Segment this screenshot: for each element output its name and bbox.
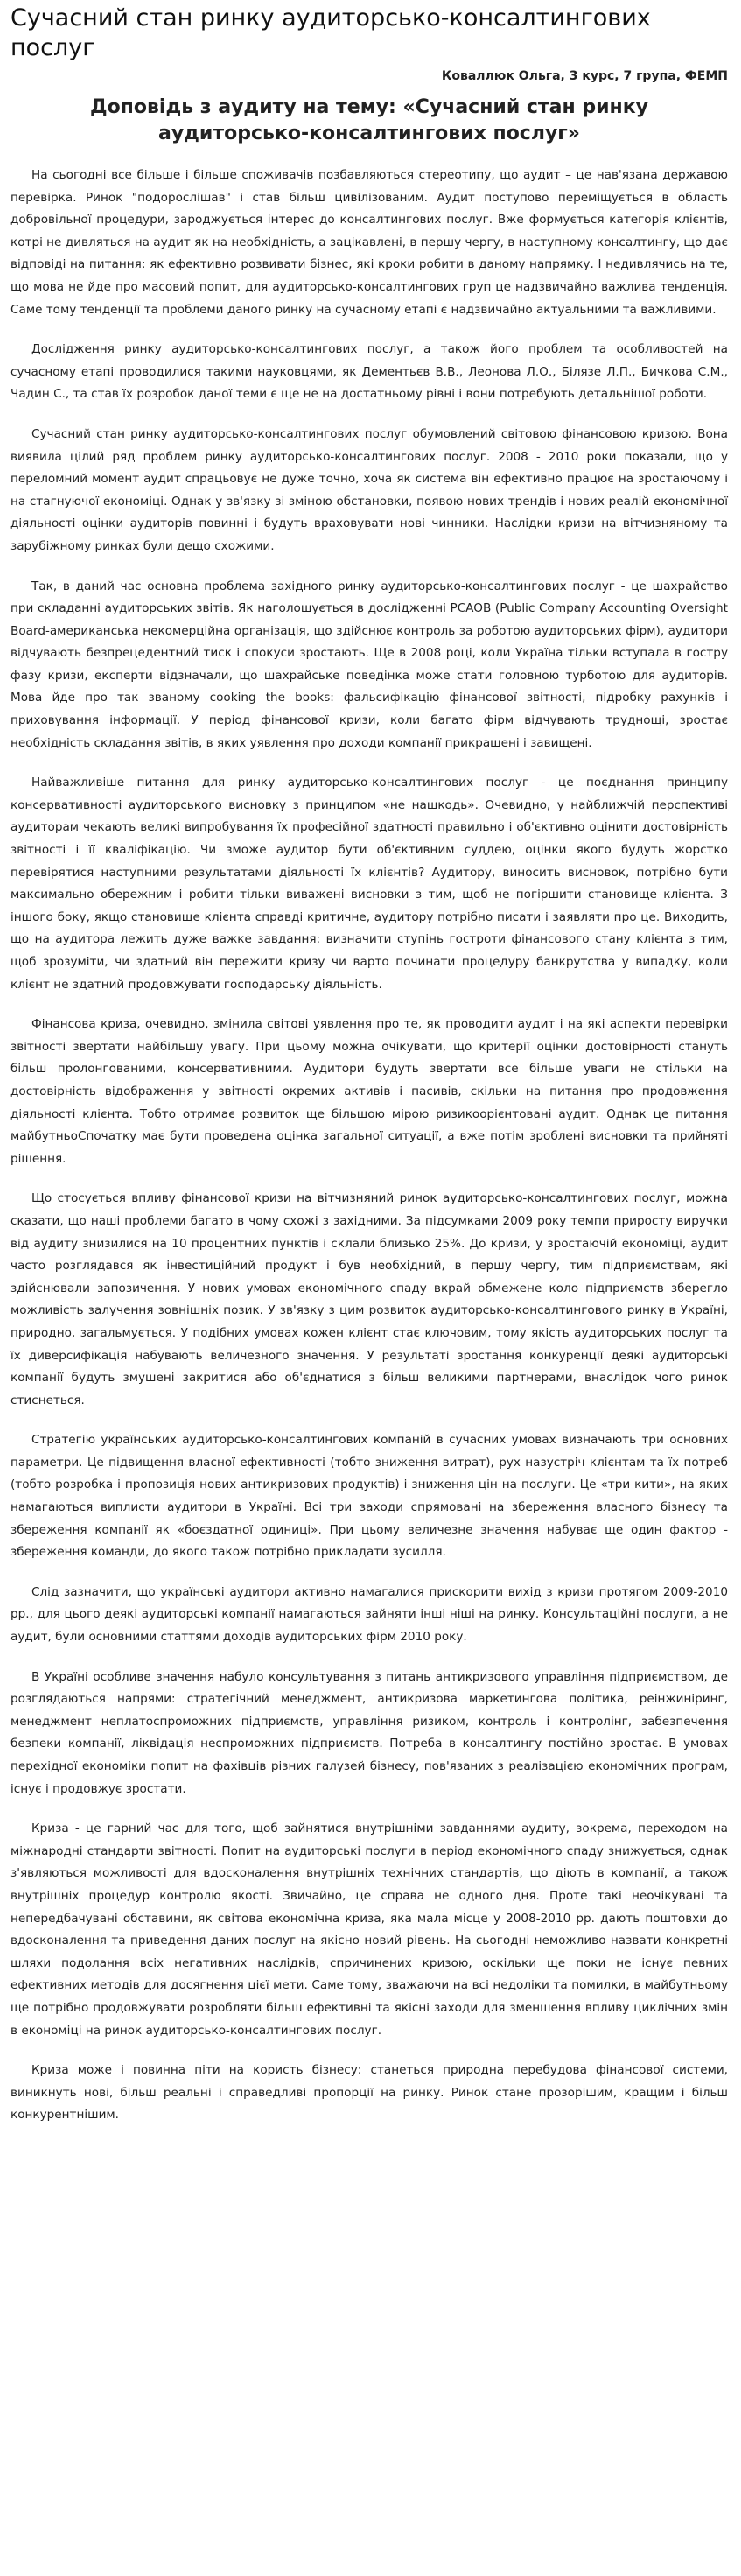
paragraph-criteria: Фінансова криза, очевидно, змінила світові уявлення про те, як проводити аудит і на які аспекти перевірки звітності звертати найбільшу увагу. При цьому можна очікувати, що критерії оцінки достовірності стануть більш пролонгованими, консервативними. Аудитори будуть звертати все більше уваги не стільки на достовірність відображення у звітності окремих активів і пасивів, скільки на питання про продовження діяльності клієнта. Тобто отримає розвиток ще більшою мірою ризикоорієнтовані аудит. Однак це питання майбутньоСпочатку має бути проведена оцінка загальної ситуації, а вже потім зроблені висновки та прийняті рішення. (10, 1017, 728, 1166)
paragraph-internal-tasks: Криза - це гарний час для того, щоб зайнятися внутрішніми завданнями аудиту, зокрема, переходом на міжнародні стандарти звітності. Попит на аудиторські послуги в період економічного спаду знижується, однак з'являються можливості для вдосконалення внутрішніх технічних стандартів, що діють в компанії, а також внутрішніх процедур контролю якості. Звичайно, це справа не одного дня. Проте такі неочікувані та непередбачувані обставини, як світова економічна криза, яка мала місце у 2008-2010 рр. дають поштовхи до вдосконалення та приведення даних послуг на якісно новий рівень. На сьогодні неможливо назвати конкретні шляхи подолання всіх негативних наслідків, спричинених кризою, оскільки ще поки не існує певних ефективних методів для досягнення цієї мети. Саме тому, зважаючи на всі недоліки та помилки, в майбутньому ще потрібно продовжувати розробляти більш ефективні та якісні заходи для зменшення впливу циклічних змін в економіці на ринок аудиторсько-консалтингових послуг. (10, 1821, 728, 2038)
paragraph-conservatism: Найважливіше питання для ринку аудиторсько-консалтингових послуг - це поєднання принципу консервативності аудиторського висновку з принципом «не нашкодь». Очевидно, у найближчій перспективі аудиторам чекають великі випробування їх професійної здатності правильно і об'єктивно оцінити достовірність звітності і її кваліфікацію. Чи зможе аудитор бути об'єктивним суддею, оцінки якого будуть жорстко перевірятися наступними результатами діяльності їх клієнтів? Аудитору, виносить висновок, потрібно бути максимально обережним і робити тільки виважені висновки з тим, щоб не погіршити становище клієнта. З іншого боку, якщо становище клієнта справді критичне, аудитору потрібно писати і заявляти про це. Виходить, що на аудитора лежить дуже важке завдання: визначити ступінь гостроти фінансового стану клієнта з тим, щоб зрозуміти, чи здатний він пережити кризу чи варто починати процедуру банкрутства у випадку, коли клієнт не здатний продовжувати господарську діяльність. (10, 776, 728, 992)
paragraph-intro: На сьогодні все більше і більше споживачів позбавляються стереотипу, що аудит – це нав'язана державою перевірка. Ринок "подорослішав" і став більш цивілізованим. Аудит поступово переміщується в область добровільної процедури, зароджується інтерес до консалтингових послуг. Вже формується категорія клієнтів, котрі не дивляться на аудит як на необхідність, а зацікавлені, в першу чергу, в наступному консалтингу, що дає відповіді на питання: як ефективно розвивати бізнес, які кроки робити в даному напрямку. І недивлячись на те, що мова не йде про масовий попит, для аудиторсько-консалтингових груп це надзвичайно важлива тенденція. Саме тому тенденції та проблеми даного ринку на сучасному етапі є надзвичайно актуальними та важливими. (10, 168, 729, 317)
report-heading: Доповідь з аудиту на тему: «Сучасний стан ринку аудиторсько-консалтингових послуг» (89, 96, 649, 144)
paragraph-consulting: В Україні особливе значення набуло консультування з питань антикризового управління підприємством, де розглядаються напрями: стратегічний менеджмент, антикризова маркетингова політика, реінжиніринг, менеджмент неплатоспроможних підприємств, управління ризиком, контроль і контролінг, забезпечення безпеки компанії, ліквідація неспроможних підприємств. Потреба в консалтингу постійно зростає. В умовах перехідної економіки попит на фахівців різних галузей бізнесу, пов'язаних з реалізацією економічних програм, існує і продовжує зростати. (10, 1669, 728, 1796)
paragraph-research: Дослідження ринку аудиторсько-консалтингових послуг, а також його проблем та особливостей на сучасному етапі проводилися такими науковцями, як Дементьєв В.В., Леонова Л.О., Білязе Л.П., Бичкова С.М., Чадин С., та став їх розробок даної теми є ще не на достатньому рівні і вони потребують детальнішої роботи. (10, 342, 728, 402)
paragraph-fraud: Так, в даний час основна проблема західного ринку аудиторсько-консалтингових послуг - це шахрайство при складанні аудиторських звітів. Як наголошується в дослідженні PCAOB (Public Company Accounting Oversight Board-американська некомерційна організація, що здійснює контроль за роботою аудиторських фірм), аудитори відчувають безпрецедентний тиск і спокуси зростають. Ще в 2008 році, коли Україна тільки вступала в гостру фазу кризи, експерти відзначали, що шахрайське поведінка може стати головною турботою для аудиторів. Мова йде про так званому cooking the books: фальсифікацію фінансової звітності, підробку рахунків і приховування інформації. У період фінансової кризи, коли багато фірм відчувають труднощі, зростає необхідність складання звітів, в яких уявлення про доходи компанії прикрашені і завищені. (10, 579, 728, 750)
paragraph-domestic-market: Що стосується впливу фінансової кризи на вітчизняний ринок аудиторсько-консалтингових послуг, можна сказати, що наші проблеми багато в чому схожі з західними. За підсумками 2009 року темпи приросту виручки від аудиту знизилися на 10 процентних пунктів і склали близько 25%. До кризи, у зростаючій економіці, аудит часто розглядався як інвестиційний продукт і був необхідний, в першу чергу, тим підприємствам, які здійснювали запозичення. У нових умовах економічного спаду вкрай обмежене коло підприємств зберегло можливість залучення зовнішніх позик. У зв'язку з цим розвиток аудиторсько-консалтингового ринку в Україні, природно, загальмується. У подібних умовах кожен клієнт стає ключовим, тому якість аудиторських послуг та їх диверсифікація набувають величезного значення. У результаті зростання конкуренції деякі аудиторські компанії будуть змушені закритися або об'єднатися з більш великими партнерами, внаслідок чого ринок стиснеться. (10, 1191, 728, 1407)
page-title: Сучасний стан ринку аудиторсько-консалтингових послуг (10, 4, 651, 61)
paragraph-crisis: Сучасний стан ринку аудиторсько-консалтингових послуг обумовлений світовою фінансовою кризою. Вона виявила цілий ряд проблем ринку аудиторсько-консалтингових послуг. 2008 - 2010 роки показали, що у переломний момент аудит спрацьовує не дуже точно, хоча як система він ефективно працює на зростаючому і на стагнуючої економіці. Однак у зв'язку зі зміною обстановки, появою нових трендів і нових реалій економічної діяльності оцінки аудиторів повинні і будуть враховувати нові чинники. Наслідки кризи на вітчизняному та зарубіжному ринках були дещо схожими. (10, 426, 728, 553)
paragraph-exit-crisis: Слід зазначити, що українські аудитори активно намагалися прискорити вихід з кризи протягом 2009-2010 рр., для цього деякі аудиторські компанії намагаються зайняти інші ніші на ринку. Консультаційні послуги, а не аудит, були основними статтями доходів аудиторських фірм 2010 року. (10, 1584, 728, 1645)
paragraph-conclusion: Криза може і повинна піти на користь бізнесу: станеться природна перебудова фінансової системи, виникнуть нові, більш реальні і справедливі пропорції на ринку. Ринок стане прозорішим, кращим і більш конкурентнішим. (10, 2063, 728, 2123)
author-byline: Коваллюк Ольга, 3 курс, 7 група, ФЕМП (441, 69, 728, 83)
paragraph-strategy: Стратегію українських аудиторсько-консалтингових компаній в сучасних умовах визначають три основних параметри. Це підвищення власної ефективності (тобто зниження витрат), рух назустріч клієнтам та їх потреб (тобто розробка і пропозиція нових антикризових продуктів) і зниження цін на послуги. Це «три кити», на яких намагаються виплисти аудитори в Україні. Всі три заходи спрямовані на збереження власного бізнесу та збереження компанії як «боєздатної одиниці». При цьому величезне значення набуває ще один фактор - збереження команди, до якого також потрібно прикладати зусилля. (10, 1433, 728, 1560)
